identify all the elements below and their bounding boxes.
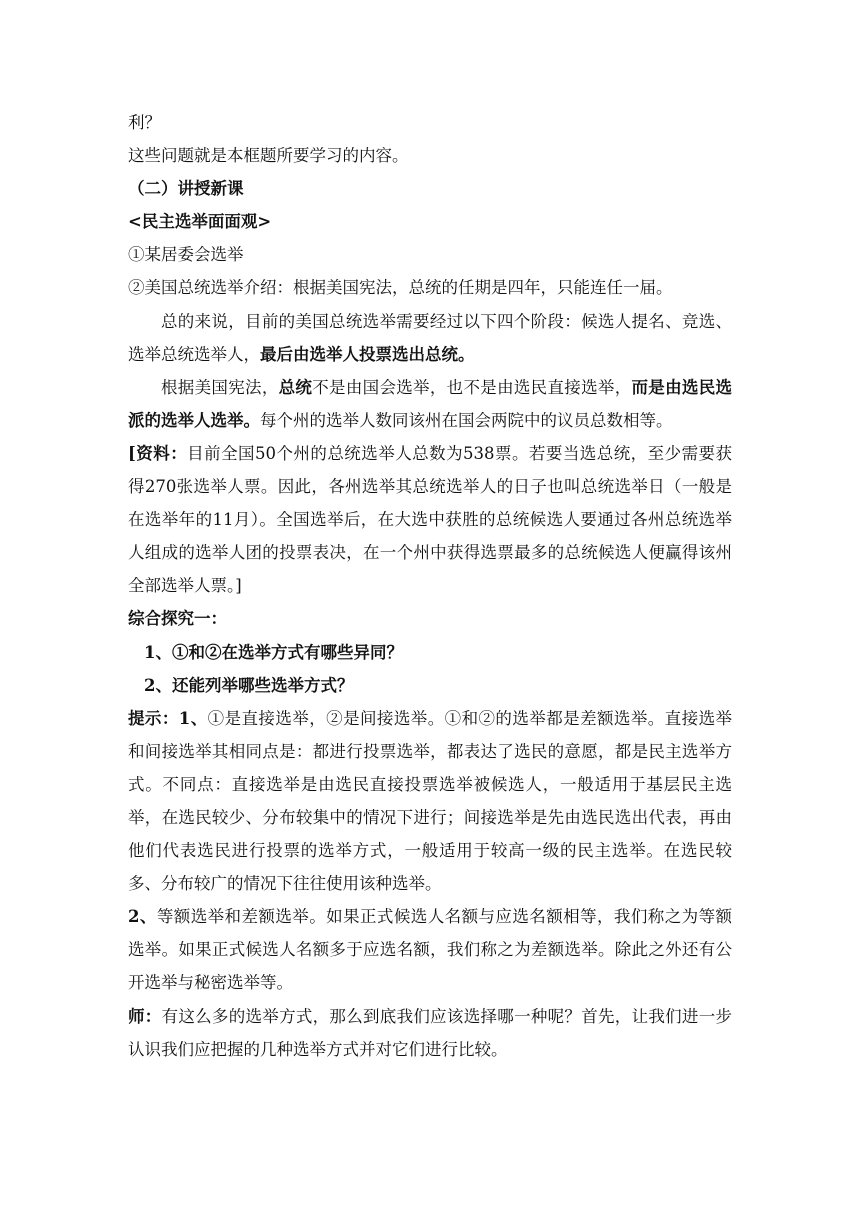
teacher-label: 师： (128, 1006, 162, 1026)
text-line: 利？ (128, 113, 161, 132)
material-label: [资料： (128, 443, 188, 463)
paragraph-stages (128, 305, 732, 371)
hint-label: 提示：1、 (128, 708, 208, 728)
inquiry-heading: 综合探究一： (128, 609, 227, 629)
text-line: ①某居委会选举 (128, 245, 244, 265)
document-page (128, 106, 732, 1066)
paragraph-text: ①是直接选举，②是间接选举。①和②的选举都是差额选举。直接选举和间接选举其相同点是：都进行投票选举，都表达了选民的意愿，都是民主选举方式。不同点：直接选举是由选民直接投票选举被候选人，一般适用于基层民主选举，在选民较少、分布较集中的情况下进行；间接选举是先由选民选出代表，再由他们代表选民进行投票的选举方式，一般适用于较高一级的民主选举。在选民较多、分布较广的情况下往往使用该种选举。 (128, 708, 733, 894)
question-2: 2、还能列举哪些选举方式？ (144, 675, 354, 695)
section-heading: （二）讲授新课 (128, 179, 244, 199)
paragraph-text: 有这么多的选举方式，那么到底我们应该选择哪一种呢？首先，让我们进一步认识我们应把握的几种选举方式并对它们进行比较。 (128, 1006, 733, 1059)
text-line: 这些问题就是本框题所要学习的内容。 (128, 146, 409, 166)
paragraph-text: 目前全国50个州的总统选举人总数为538票。若要当选总统，至少需要获得270张选举人票。因此，各州选举其总统选举人的日子也叫总统选举日（一般是在选举年的11月）。全国选举后，在大选中获胜的总统候选人要通过各州总统选举人组成的选举人团的投票表决，在一个州中获得选票最多的总统候选人便赢得该州全部选举人票。] (128, 443, 732, 596)
answer-label: 2、 (128, 907, 157, 927)
paragraph-text: 总的来说，目前的美国总统选举需要经过以下四个阶段：候选人提名、竞选、选举总统选举人， (128, 311, 732, 364)
paragraph-text: 不是由国会选举，也不是由选民直接选举， (312, 377, 632, 397)
paragraph-text: 根据美国宪法， (161, 377, 279, 397)
paragraph-answer-2 (128, 900, 732, 999)
emphasis-text: 而是由选民选派的选举人选举。 (128, 377, 733, 430)
emphasis-text: 总统 (278, 377, 313, 397)
text-line: ②美国总统选举介绍：根据美国宪法，总统的任期是四年，只能连任一届。 (128, 278, 673, 298)
topic-heading: <民主选举面面观> (128, 212, 272, 232)
paragraph-constitution (128, 371, 732, 437)
paragraph-teacher (128, 1000, 732, 1066)
paragraph-hint (128, 702, 732, 901)
question-1: 1、①和②在选举方式有哪些异同？ (144, 642, 403, 662)
paragraph-text: 每个州的选举人数同该州在国会两院中的议员总数相等。 (260, 410, 673, 430)
paragraph-text: 等额选举和差额选举。如果正式候选人名额与应选名额相等，我们称之为等额选举。如果正式候选人名额多于应选名额，我们称之为差额选举。除此之外还有公开选举与秘密选举等。 (128, 907, 733, 993)
paragraph-material (128, 437, 732, 602)
emphasis-text: 最后由选举人投票选出总统。 (260, 344, 475, 364)
